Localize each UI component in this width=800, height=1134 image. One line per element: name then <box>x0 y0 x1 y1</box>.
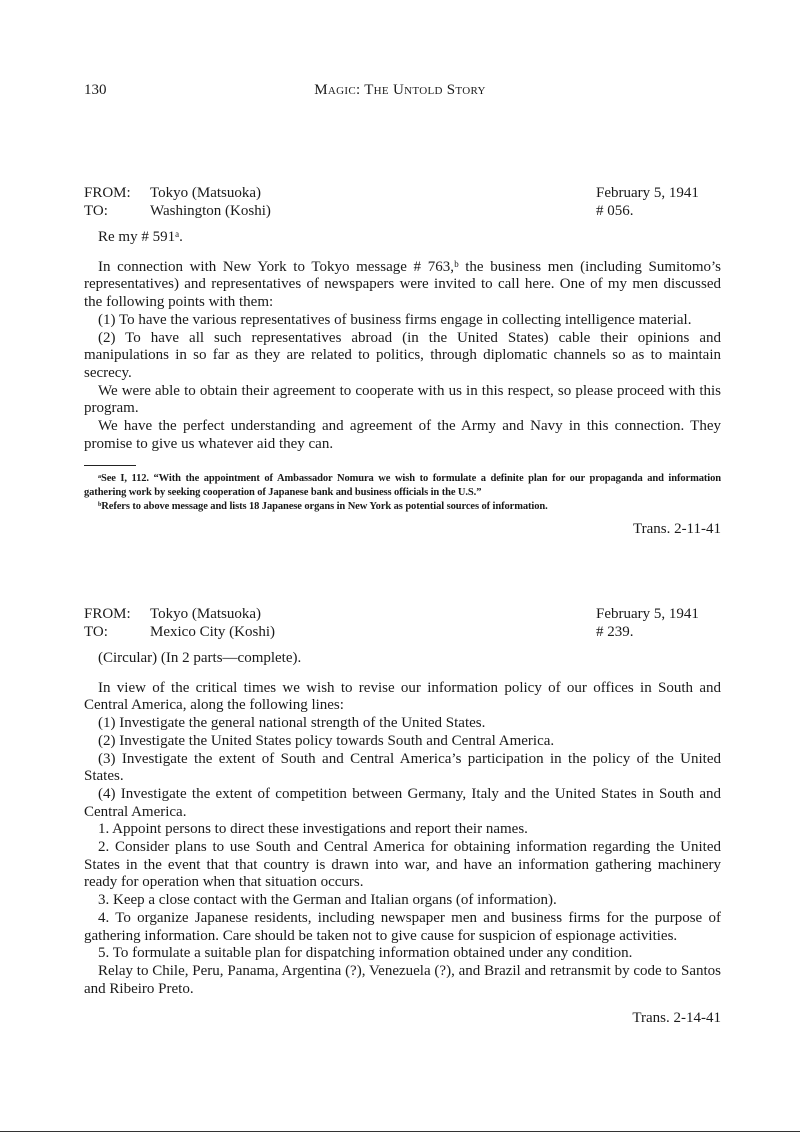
footnote-divider <box>84 465 136 466</box>
paragraph: 4. To organize Japanese residents, including newspaper men and business firms for the purpose of gathering information. Care should be taken not to give cause for suspicion of espionage activities. <box>84 909 721 944</box>
to-label: TO: <box>84 624 108 640</box>
footnote: ᵇRefers to above message and lists 18 Japanese organs in New York as potential sources of information. <box>98 501 548 513</box>
paragraph: We were able to obtain their agreement to cooperate with us in this respect, so please proceed with this program. <box>84 382 721 417</box>
to-value: Washington (Koshi) <box>150 203 271 219</box>
paragraph: 5. To formulate a suitable plan for dispatching information obtained under any condition. <box>98 945 633 962</box>
paragraph: In connection with New York to Tokyo message # 763,ᵇ the business men (including Sumitomo’s representatives) and representatives of newspapers were invited to call here. One of my men discussed the following points with them: <box>84 258 721 311</box>
paragraph: 1. Appoint persons to direct these investigations and report their names. <box>98 821 528 838</box>
paragraph: (1) To have the various representatives of business firms engage in collecting intelligence material. <box>98 311 692 328</box>
paragraph: (3) Investigate the extent of South and Central America’s participation in the policy of the United States. <box>84 750 721 785</box>
from-line <box>84 605 721 623</box>
memo-mexico-city <box>84 605 721 1027</box>
to-line <box>84 623 721 641</box>
paragraph: (4) Investigate the extent of competition between Germany, Italy and the United States in South and Central America. <box>84 785 721 820</box>
paragraph: (Circular) (In 2 parts—complete). <box>98 650 302 666</box>
paragraph: (2) Investigate the United States policy towards South and Central America. <box>98 732 555 749</box>
footnote: ᵃSee I, 112. “With the appointment of Ambassador Nomura we wish to formulate a definite plan for our propaganda and information gathering work by seeking cooperation of Japanese bank and business officials in the U.S.” <box>84 473 721 499</box>
memo-washington <box>84 184 721 538</box>
paragraph: (1) Investigate the general national strength of the United States. <box>98 715 486 732</box>
paragraph: Re my # 591ᵃ. <box>98 229 183 245</box>
from-value: Tokyo (Matsuoka) <box>150 606 262 622</box>
page-number: 130 <box>84 82 107 98</box>
message-date: February 5, 1941 <box>596 606 699 622</box>
to-value: Mexico City (Koshi) <box>150 624 275 640</box>
paragraph: 2. Consider plans to use South and Central America for obtaining information regarding the United States in the event that that country is drawn into war, and have an information gathering machinery ready for operation when that situation occurs. <box>84 839 721 891</box>
paragraph: 3. Keep a close contact with the German and Italian organs (of information). <box>98 892 557 909</box>
message-date: February 5, 1941 <box>596 185 699 201</box>
from-label: FROM: <box>84 185 131 201</box>
message-number: # 239. <box>596 624 634 640</box>
translation-date: Trans. 2-14-41 <box>632 1010 721 1027</box>
page-bottom-edge <box>0 1131 800 1132</box>
to-line <box>84 202 721 220</box>
from-value: Tokyo (Matsuoka) <box>150 185 262 201</box>
from-line <box>84 184 721 202</box>
paragraph: In view of the critical times we wish to revise our information policy of our offices in South and Central America, along the following lines: <box>84 679 721 714</box>
paragraph: Relay to Chile, Peru, Panama, Argentina (?), Venezuela (?), and Brazil and retransmit by code to Santos and Ribeiro Preto. <box>84 962 721 997</box>
to-label: TO: <box>84 203 108 219</box>
paragraph: (2) To have all such representatives abroad (in the United States) cable their opinions and manipulations in so far as they are related to politics, through diplomatic channels so as to maintain secrecy. <box>84 329 721 381</box>
translation-date: Trans. 2-11-41 <box>632 521 721 538</box>
paragraph: We have the perfect understanding and agreement of the Army and Navy in this connection. They promise to give us whatever aid they can. <box>84 418 721 452</box>
running-title: Magic: The Untold Story <box>314 82 486 98</box>
message-number: # 056. <box>596 203 634 219</box>
from-label: FROM: <box>84 606 131 622</box>
